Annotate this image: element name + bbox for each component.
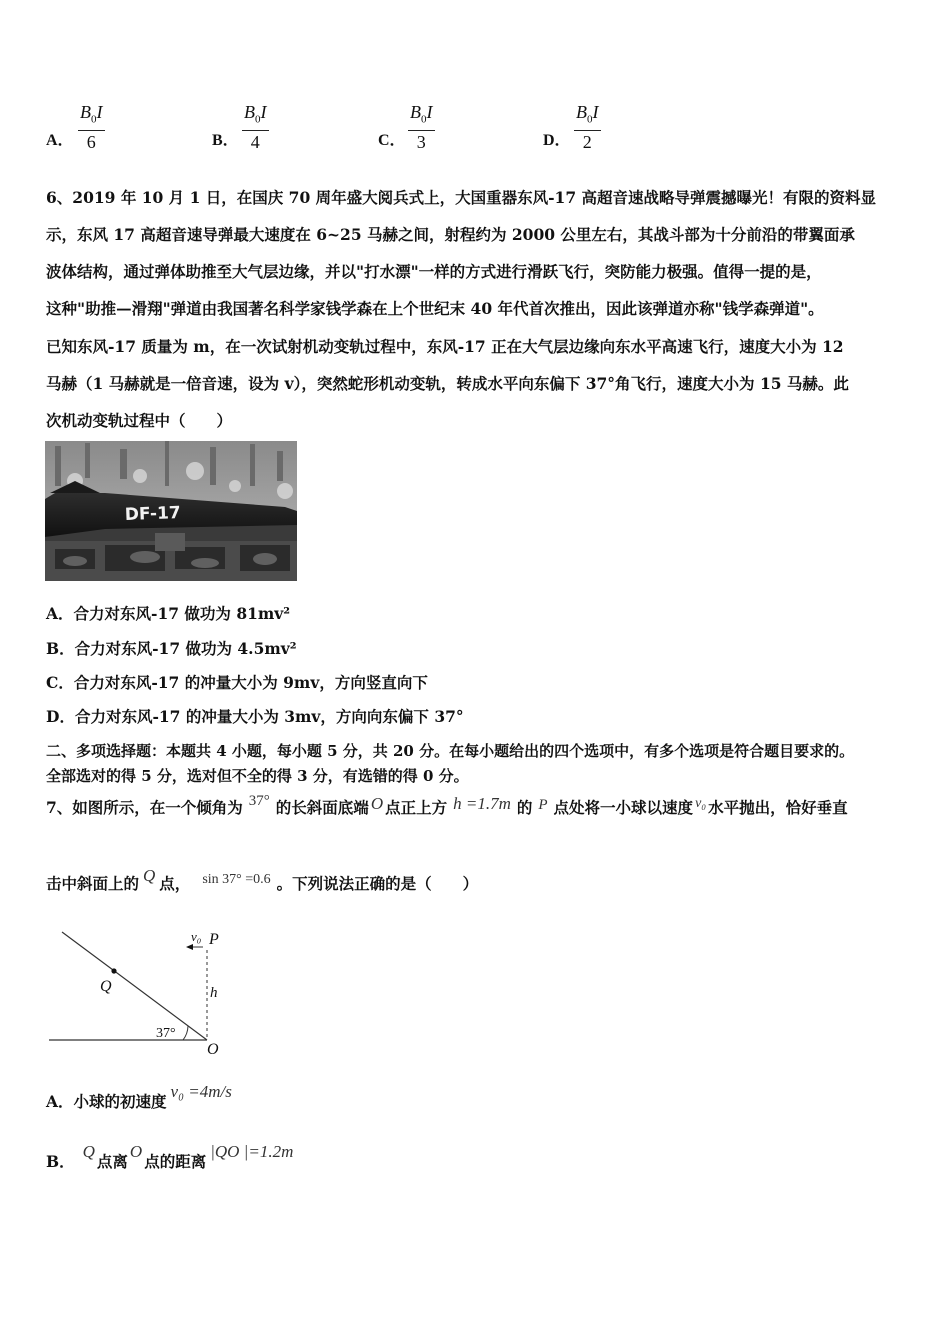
q6-line-7: 次机动变轨过程中（ ）	[46, 411, 233, 430]
q5-option-d-label: D．	[543, 132, 571, 149]
q7-point-o: O	[370, 794, 384, 813]
q7-point-p: P	[538, 797, 548, 813]
q7-height: h =1.7m	[453, 794, 511, 813]
q7-angle: 37°	[248, 793, 270, 809]
figure-angle-label: 37°	[156, 1026, 176, 1041]
q6-line-6: 马赫（1 马赫就是一倍音速，设为 v），突然蛇形机动变轨，转成水平向东偏下 37°角飞行，速度大小为 15 马赫。此	[46, 374, 849, 393]
section-2-heading: 二、多项选择题：本题共 4 小题，每小题 5 分，共 20 分。在每小题给出的四个选项中，有多个选项是符合题目要求的。	[46, 742, 855, 760]
q7-point-q: Q	[143, 866, 156, 885]
section-2-instructions: 全部选对的得 5 分，选对但不全的得 3 分，有选错的得 0 分。	[46, 767, 469, 785]
q7-option-b: B．Q点离O点的距离|QO |=1.2m	[46, 1142, 294, 1171]
figure-q-label: Q	[100, 978, 112, 995]
q6-option-a: A．合力对东风-17 做功为 81mv²	[46, 604, 291, 623]
q6-line-1: 6、2019 年 10 月 1 日，在国庆 70 周年盛大阅兵式上，大国重器东风-17 高超音速战略导弹震撼曝光！有限的资料显	[46, 188, 877, 207]
q6-option-b: B．合力对东风-17 做功为 4.5mv²	[46, 639, 297, 658]
q6-option-d: D．合力对东风-17 的冲量大小为 3mv，方向向东偏下 37°	[46, 707, 464, 726]
q6-line-5: 已知东风-17 质量为 m，在一次试射机动变轨过程中，东风-17 正在大气层边缘向东水平高速飞行，速度大小为 12	[46, 337, 844, 356]
figure-v0-label: v₀	[191, 929, 202, 944]
q7-velocity: v₀	[695, 796, 707, 811]
df17-label: DF-17	[124, 503, 182, 525]
df17-missile-photo	[45, 441, 297, 581]
q6-line-2: 示，东风 17 高超音速导弹最大速度在 6~25 马赫之间，射程约为 2000 公里左右，其战斗部为十分前沿的带翼面承	[46, 225, 855, 244]
q7-stem-line-1: 7、如图所示，在一个倾角为 37° 的长斜面底端 O 点正上方 h =1.7m 的 P 点处将一小球以速度 v₀ 水平抛出，恰好垂直	[46, 793, 848, 817]
q7-option-a-math: v₀ =4m/s	[170, 1082, 232, 1101]
q5-option-c-fraction: $\frac{B_0I}{3}$	[410, 102, 433, 152]
q7-sin-value: sin 37° =0.6	[202, 872, 271, 887]
q6-option-c: C．合力对东风-17 的冲量大小为 9mv，方向竖直向下	[46, 673, 428, 692]
q7-option-a: A．小球的初速度v₀ =4m/s	[46, 1082, 232, 1111]
q6-line-3: 波体结构，通过弹体助推至大气层边缘，并以"打水漂"一样的方式进行滑跃飞行，突防能力极强。值得一提的是，	[46, 262, 822, 281]
incline-diagram	[45, 925, 235, 1060]
q5-option-d-fraction: $\frac{B_0I}{2}$	[576, 102, 599, 152]
q5-option-b-label: B．	[212, 132, 239, 149]
q6-line-4: 这种"助推—滑翔"弹道由我国著名科学家钱学森在上个世纪末 40 年代首次推出，因此该弹道亦称"钱学森弹道"。	[46, 299, 824, 318]
q5-option-b-fraction: $\frac{B_0I}{4}$	[244, 102, 267, 152]
figure-o-label: O	[207, 1041, 219, 1058]
q7-stem-line-2: 击中斜面上的 Q 点， sin 37° =0.6 。下列说法正确的是（ ）	[46, 866, 479, 893]
q5-option-c-label: C．	[378, 132, 406, 149]
q5-option-a-fraction: $\frac{B_0I}{6}$	[80, 102, 103, 152]
figure-p-label: P	[209, 931, 219, 948]
q5-option-a-label: A．	[46, 132, 74, 149]
figure-h-label: h	[210, 985, 218, 1001]
q7-option-b-math: |QO |=1.2m	[210, 1142, 294, 1161]
